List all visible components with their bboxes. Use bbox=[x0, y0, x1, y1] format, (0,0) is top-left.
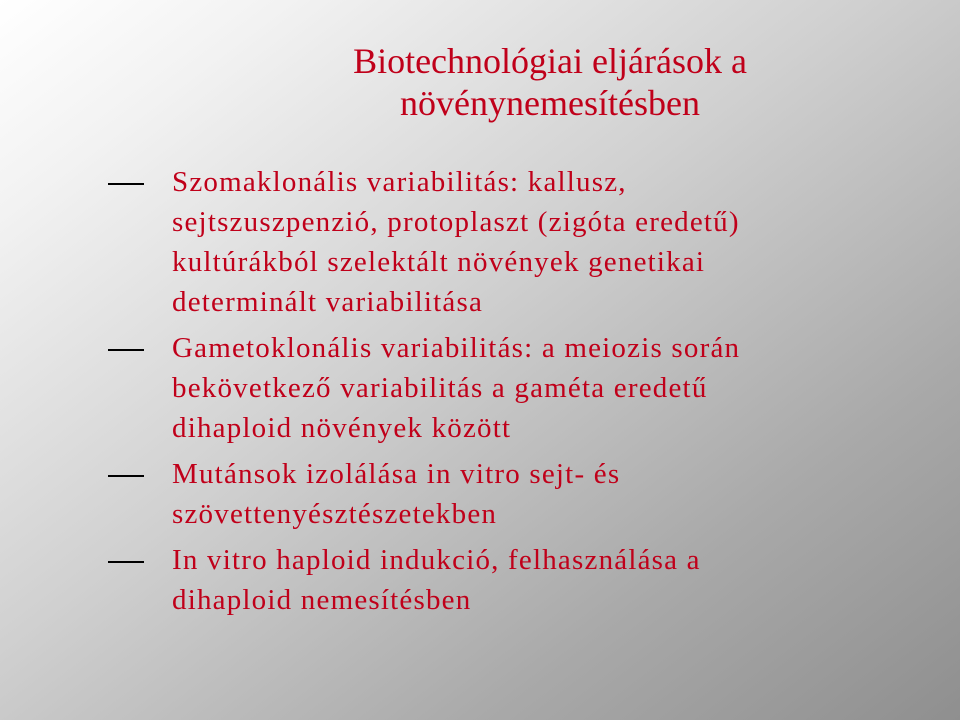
bullet-line: bekövetkező variabilitás a gaméta eredetű bbox=[172, 372, 708, 404]
bullet-text bbox=[172, 328, 920, 448]
slide-title bbox=[200, 40, 900, 124]
bullet-list bbox=[0, 162, 960, 626]
bullet-item-haploid-induction bbox=[0, 540, 960, 620]
bullet-line: Gametoklonális variabilitás: a meiozis során bbox=[172, 332, 741, 364]
slide-title-line-2: növénynemesítésben bbox=[400, 83, 700, 123]
bullet-item-gametoclonal bbox=[0, 328, 960, 448]
bullet-text bbox=[172, 540, 920, 620]
bullet-line: dihaploid növények között bbox=[172, 412, 512, 444]
slide-title-line-1: Biotechnológiai eljárások a bbox=[353, 41, 747, 81]
dash-bullet-icon bbox=[108, 349, 144, 351]
bullet-line: Szomaklonális variabilitás: kallusz, bbox=[172, 166, 627, 198]
bullet-text bbox=[172, 162, 920, 322]
dash-bullet-icon bbox=[108, 475, 144, 477]
bullet-text bbox=[172, 454, 920, 534]
bullet-item-somaclonal bbox=[0, 162, 960, 322]
bullet-line: sejtszuszpenzió, protoplaszt (zigóta eredetű) bbox=[172, 206, 740, 238]
bullet-line: kultúrákból szelektált növények genetikai bbox=[172, 246, 706, 278]
bullet-line: Mutánsok izolálása in vitro sejt- és bbox=[172, 458, 621, 490]
bullet-line: determinált variabilitása bbox=[172, 286, 484, 318]
bullet-line: szövettenyésztészetekben bbox=[172, 498, 498, 530]
bullet-line: In vitro haploid indukció, felhasználása a bbox=[172, 544, 701, 576]
dash-bullet-icon bbox=[108, 183, 144, 185]
bullet-item-mutants bbox=[0, 454, 960, 534]
dash-bullet-icon bbox=[108, 561, 144, 563]
bullet-line: dihaploid nemesítésben bbox=[172, 584, 472, 616]
